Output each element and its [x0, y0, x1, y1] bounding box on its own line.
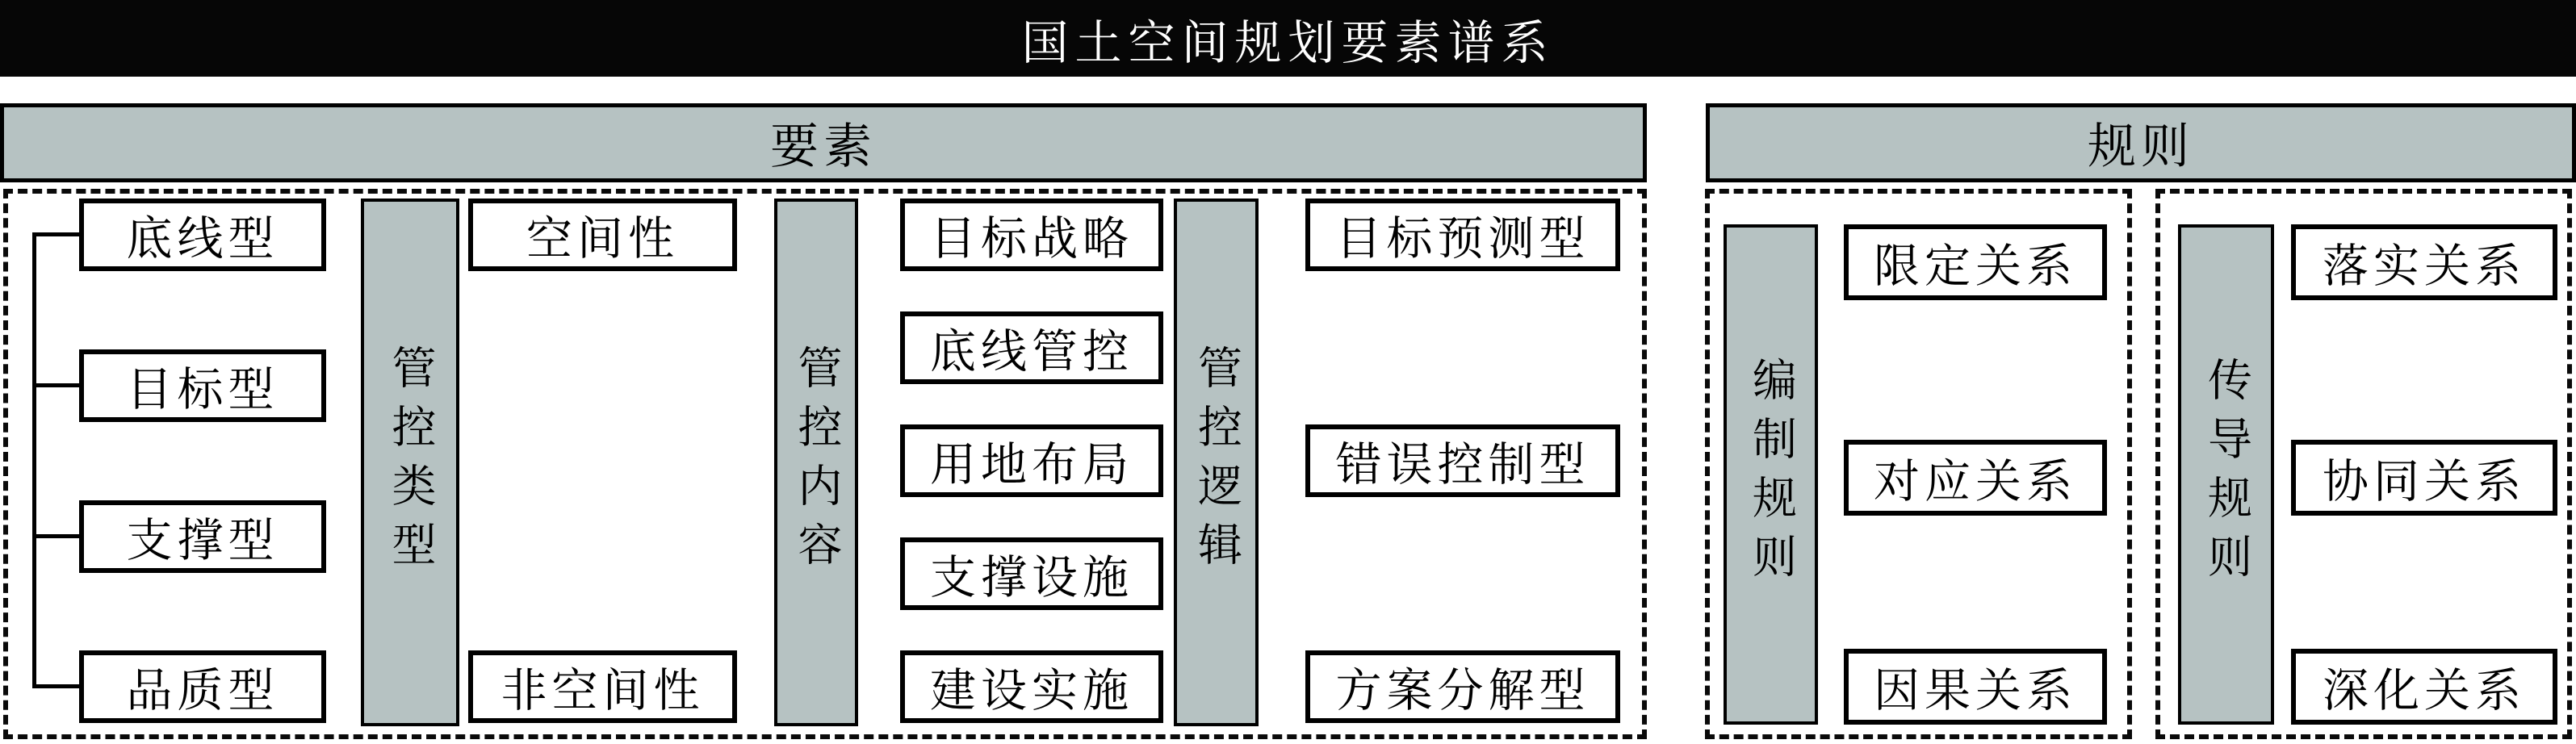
type-item-label-2: 目标型 — [126, 365, 279, 416]
connector-stub-1 — [32, 232, 79, 236]
transmission-rule-label-2: 协同关系 — [2323, 457, 2526, 508]
connector-stub-3 — [32, 534, 79, 538]
type-axis-label: 管控类型 — [385, 345, 435, 580]
compilation-rule-box-1 — [1844, 224, 2107, 300]
compilation-rules-label: 编制规则 — [1746, 357, 1795, 592]
logic-item-box-2 — [1305, 424, 1620, 497]
content-axis-label: 管控内容 — [791, 345, 841, 580]
rules-header-label: 规则 — [2088, 120, 2194, 173]
logic-item-label-3: 方案分解型 — [1335, 666, 1590, 717]
content-item-box-2 — [900, 311, 1163, 384]
content-item-label-4: 支撑设施 — [930, 553, 1133, 604]
compilation-rule-box-3 — [1844, 649, 2107, 725]
type-item-box-4 — [79, 650, 326, 723]
content-item-label-2: 底线管控 — [930, 327, 1133, 378]
transmission-rule-box-2 — [2291, 440, 2557, 516]
connector-vertical-line — [32, 232, 36, 688]
content-item-label-3: 用地布局 — [930, 440, 1133, 491]
transmission-rules-bar — [2178, 224, 2274, 725]
transmission-rules-label: 传导规则 — [2201, 357, 2251, 592]
logic-item-label-2: 错误控制型 — [1335, 440, 1590, 491]
content-item-label-5: 建设实施 — [930, 666, 1133, 717]
diagram-title: 国土空间规划要素谱系 — [1021, 16, 1555, 69]
content-item-box-3 — [900, 424, 1163, 497]
rules-header — [1706, 103, 2576, 182]
type-item-label-1: 底线型 — [126, 214, 279, 265]
type-item-label-3: 支撑型 — [126, 516, 279, 566]
connector-stub-4 — [32, 684, 79, 688]
compilation-rule-box-2 — [1844, 440, 2107, 516]
type-item-box-1 — [79, 199, 326, 271]
logic-item-box-1 — [1305, 199, 1620, 271]
connector-stub-2 — [32, 383, 79, 387]
compilation-rule-label-3: 因果关系 — [1874, 666, 2077, 717]
diagram-title-bar — [0, 0, 2576, 77]
non-spatial-label: 非空间性 — [501, 666, 705, 717]
spatial-label: 空间性 — [526, 214, 679, 265]
transmission-rule-label-3: 深化关系 — [2323, 666, 2526, 717]
type-item-box-3 — [79, 500, 326, 573]
compilation-rule-label-1: 限定关系 — [1874, 241, 2077, 292]
transmission-rule-box-3 — [2291, 649, 2557, 725]
spatial-box — [468, 199, 737, 271]
content-item-label-1: 目标战略 — [930, 214, 1133, 265]
logic-item-label-1: 目标预测型 — [1335, 214, 1590, 265]
content-item-box-1 — [900, 199, 1163, 271]
compilation-rules-bar — [1724, 224, 1818, 725]
content-axis-bar — [774, 199, 858, 726]
logic-axis-bar — [1174, 199, 1259, 726]
elements-header-label: 要素 — [770, 120, 877, 173]
type-item-box-2 — [79, 349, 326, 422]
elements-header — [0, 103, 1647, 182]
content-item-box-5 — [900, 650, 1163, 723]
non-spatial-box — [468, 650, 737, 723]
type-axis-bar — [361, 199, 459, 726]
content-item-box-4 — [900, 537, 1163, 610]
transmission-rule-label-1: 落实关系 — [2323, 241, 2526, 292]
compilation-rule-label-2: 对应关系 — [1874, 457, 2077, 508]
type-item-label-4: 品质型 — [126, 666, 279, 717]
logic-item-box-3 — [1305, 650, 1620, 723]
transmission-rule-box-1 — [2291, 224, 2557, 300]
logic-axis-label: 管控逻辑 — [1192, 345, 1241, 580]
